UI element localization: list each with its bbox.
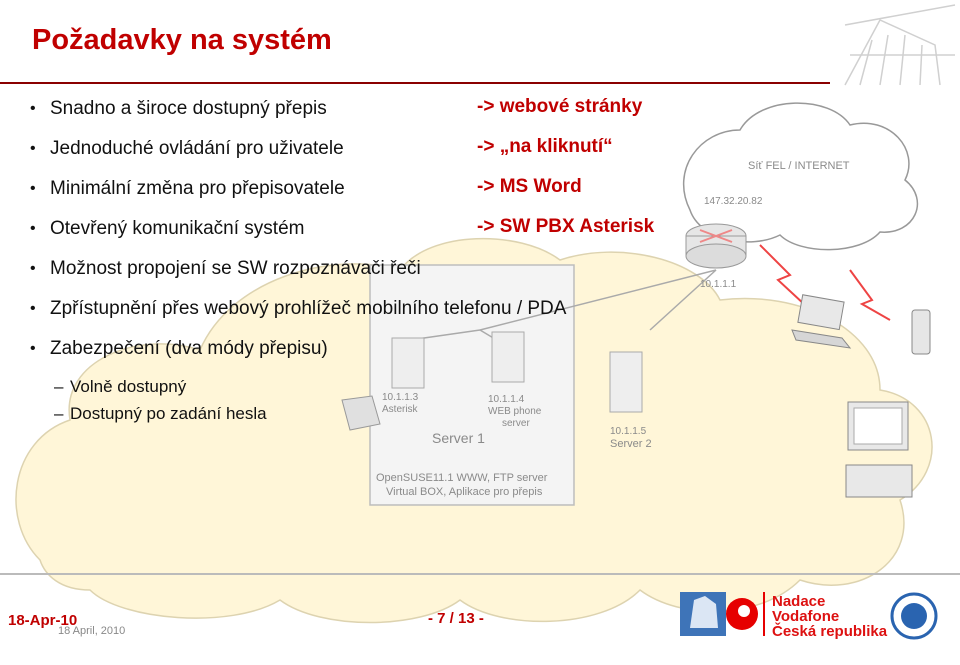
bullet-item: • Minimální změna pro přepisovatele: [30, 178, 345, 199]
internet-label: Síť FEL / INTERNET: [748, 160, 850, 172]
server1-ip: 10.1.1.3: [382, 392, 419, 403]
bullet-item: • Otevřený komunikační systém: [30, 218, 305, 239]
os-line-1: OpenSUSE11.1 WWW, FTP server: [376, 472, 548, 484]
webphone-name: WEB phone: [488, 406, 542, 417]
wireless-signal: [760, 245, 805, 305]
arrow-note-asterisk: -> SW PBX Asterisk: [477, 216, 655, 237]
server2-ip: 10.1.1.5: [610, 426, 647, 437]
os-line-2: Virtual BOX, Aplikace pro přepis: [386, 486, 543, 498]
server1-name: Asterisk: [382, 404, 418, 415]
webphone-ip: 10.1.1.4: [488, 394, 525, 405]
footer-date: 18-Apr-10: [8, 612, 78, 629]
sub-bullet-item: – Dostupný po zadání hesla: [54, 404, 267, 423]
gateway-ip: 10.1.1.1: [700, 279, 737, 290]
nadace-vodafone-logo-text: Nadace Vodafone Česká republika: [772, 593, 888, 640]
router-ip: 147.32.20.82: [704, 196, 763, 207]
page-number: - 7 / 13 -: [428, 610, 484, 627]
footer-date-small: 18 April, 2010: [58, 625, 126, 637]
slide-title: Požadavky na systém: [32, 24, 332, 56]
bullet-item: • Zpřístupnění přes webový prohlížeč mobilního telefonu / PDA: [30, 298, 567, 319]
bullet-item: • Zabezpečení (dva módy přepisu): [30, 338, 328, 359]
bullet-item: • Snadno a široce dostupný přepis: [30, 98, 327, 119]
server1-label: Server 1: [432, 430, 485, 446]
webphone-server: server: [502, 418, 530, 429]
arrow-note-web: -> webové stránky: [477, 96, 643, 117]
footer-divider: [0, 573, 960, 575]
server2-name: Server 2: [610, 438, 652, 450]
pda: [912, 310, 930, 354]
sub-bullet-item: – Volně dostupný: [54, 377, 187, 396]
bullet-item: • Možnost propojení se SW rozpoznávači řeči: [30, 258, 421, 279]
arrow-note-word: -> MS Word: [477, 176, 582, 197]
title-divider: [0, 82, 830, 84]
cvut-watermark: [845, 5, 955, 85]
arrow-note-click: -> „na kliknutí“: [477, 136, 613, 157]
bullet-item: • Jednoduché ovládání pro uživatele: [30, 138, 344, 159]
server2-tower: [610, 352, 642, 412]
